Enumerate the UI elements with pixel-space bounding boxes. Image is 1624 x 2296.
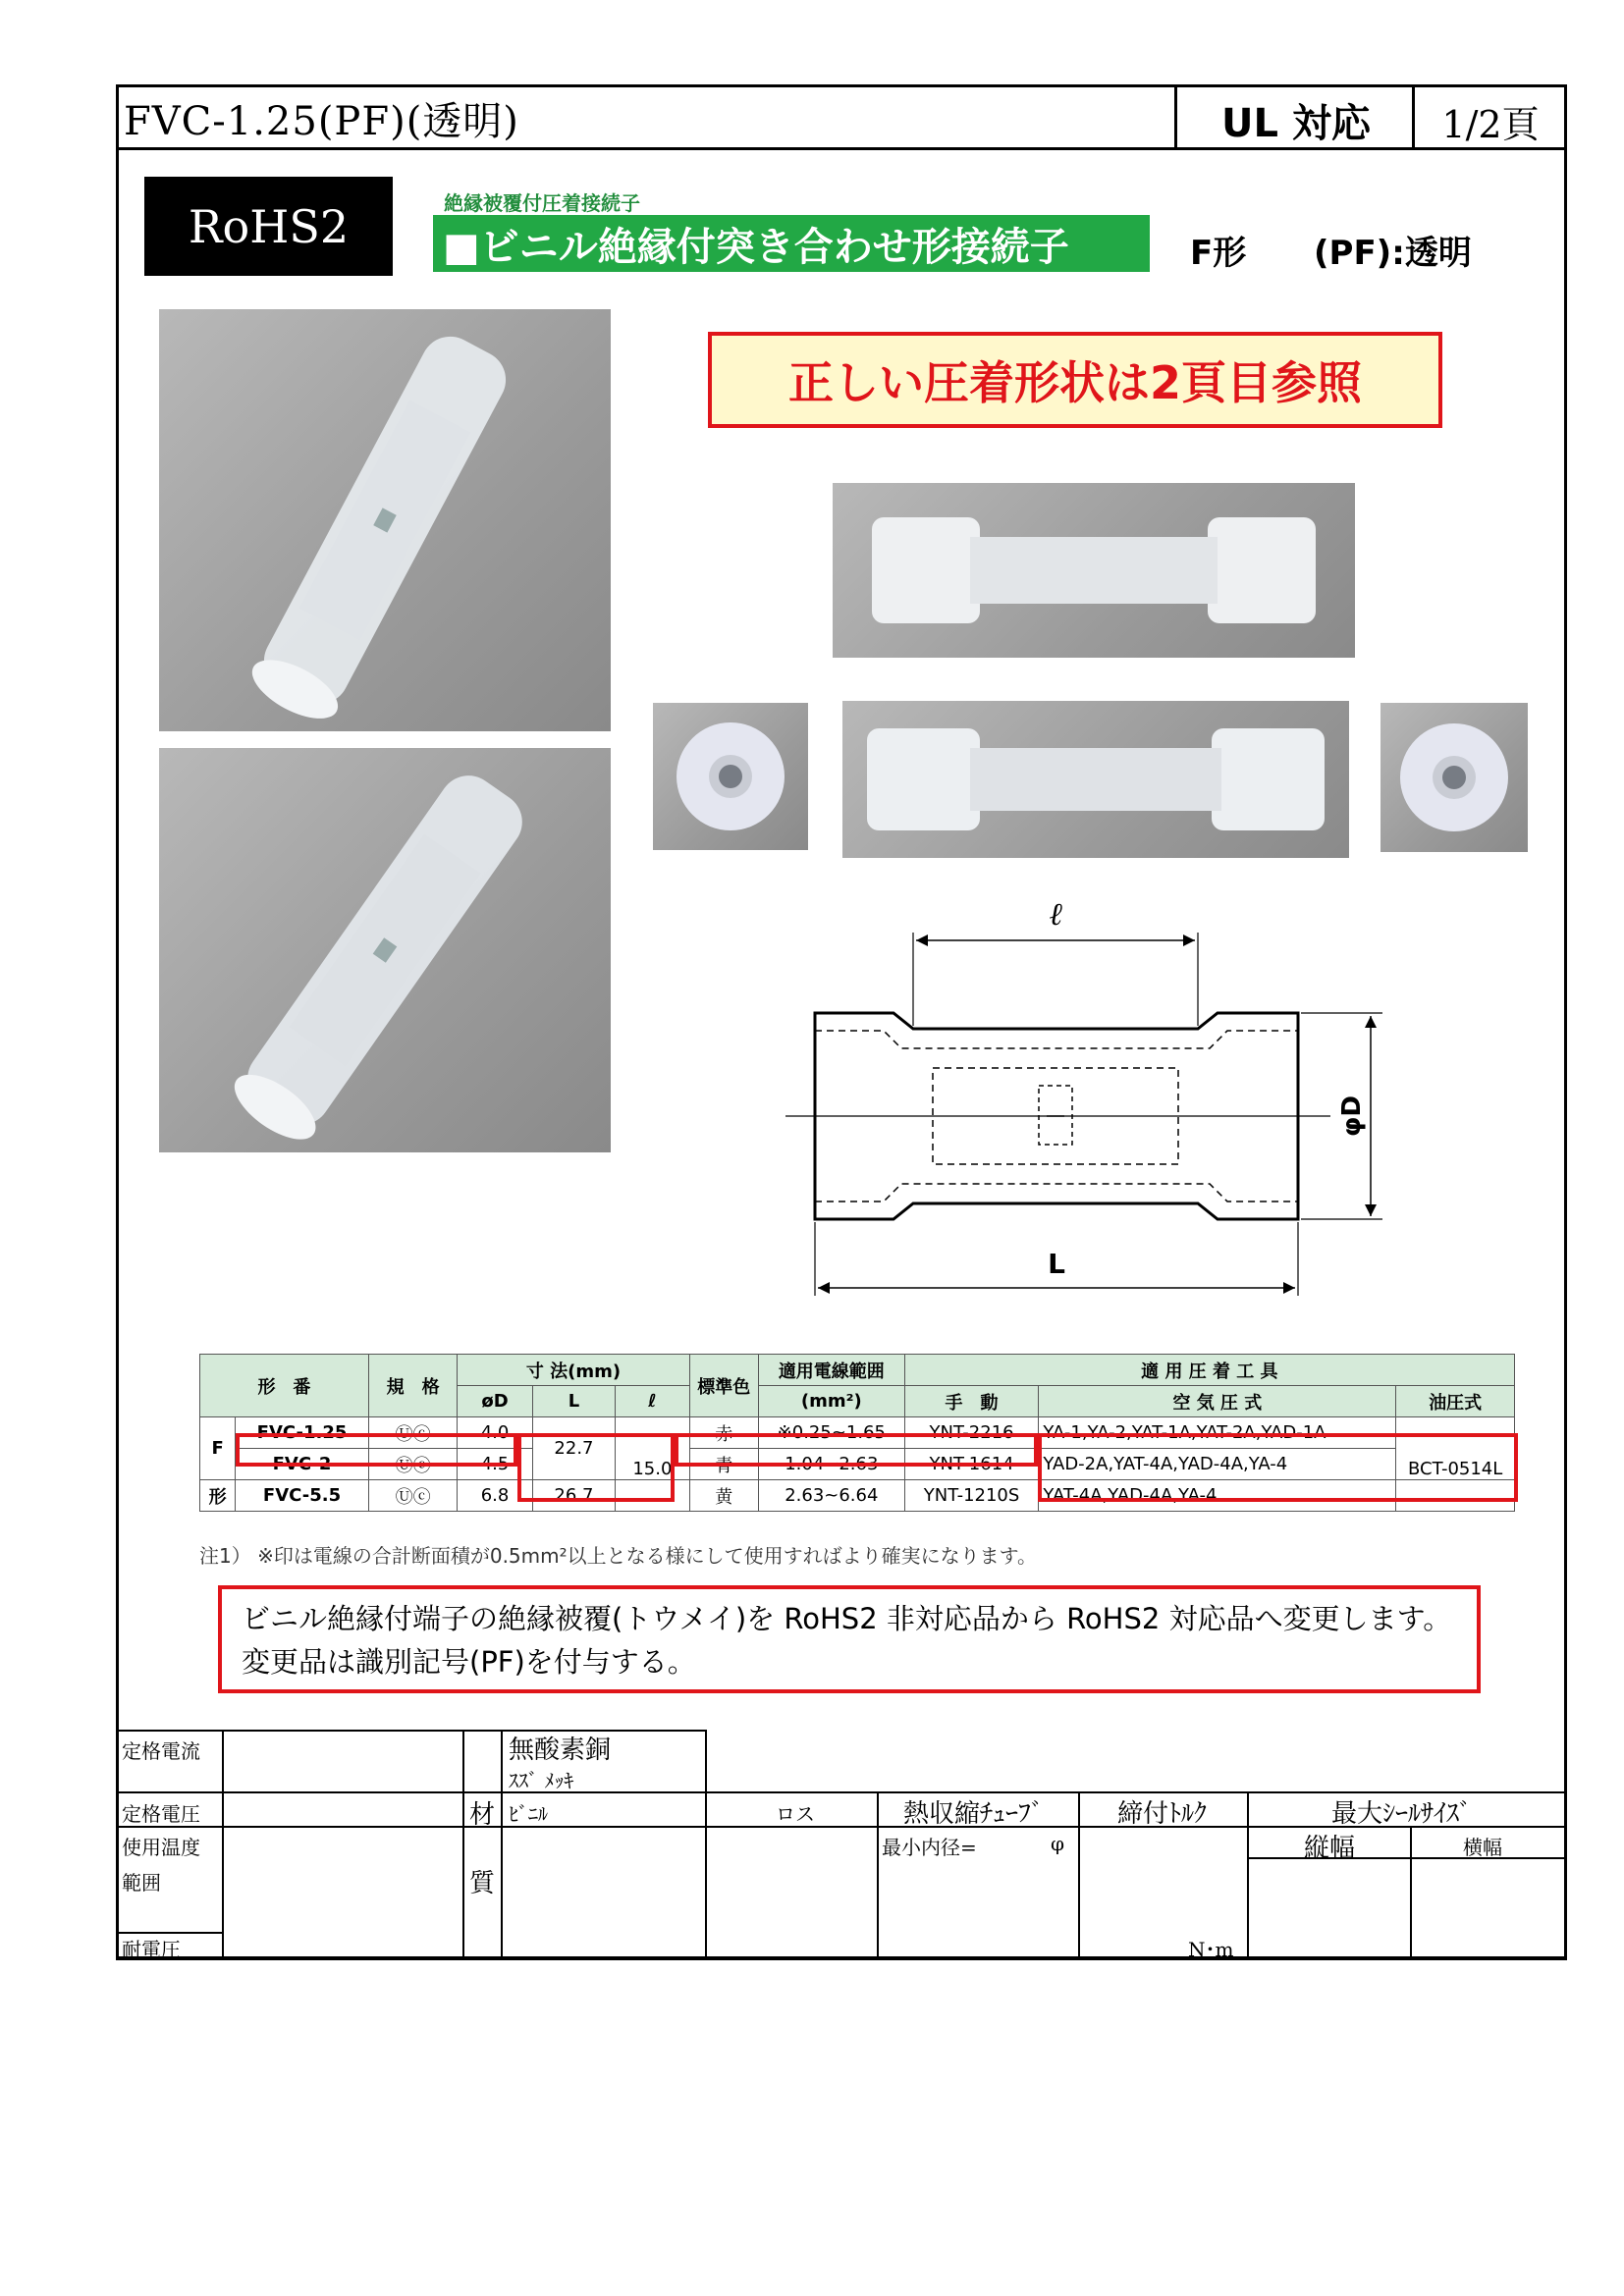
material-label: 材 xyxy=(469,1800,496,1830)
phi-label: φ xyxy=(1051,1832,1065,1855)
d-cell: 6.8 xyxy=(458,1480,532,1512)
torque-unit: N･m xyxy=(1188,1938,1234,1961)
l-label: ℓ xyxy=(1049,895,1062,933)
header-tools: 適 用 圧 着 工 具 xyxy=(904,1355,1514,1386)
temp-range-label: 使用温度 xyxy=(122,1836,200,1859)
document-title: FVC-1.25(PF)(透明) xyxy=(124,99,519,144)
manual-cell: YNT-1210S xyxy=(904,1480,1039,1512)
material-label: 質 xyxy=(469,1869,496,1898)
color-cell: 赤 xyxy=(689,1417,758,1449)
l-cell: 15.0 xyxy=(616,1417,689,1480)
highlight-box xyxy=(1038,1433,1518,1502)
product-photo xyxy=(159,309,611,731)
pneumatic-cell: YAT-4A,YAD-4A,YA-4 xyxy=(1039,1480,1396,1512)
min-inner-label: 最小内径= xyxy=(882,1836,977,1859)
ul-label: UL 対応 xyxy=(1221,101,1371,146)
group-label: F xyxy=(200,1417,236,1480)
d-label: φD xyxy=(1337,1095,1367,1137)
header-manual: 手 動 xyxy=(904,1386,1039,1417)
group-label: 形 xyxy=(200,1480,236,1512)
product-photo-side xyxy=(842,701,1349,858)
category-label: 絶縁被覆付圧着接続子 xyxy=(444,191,640,215)
header-wire-range: 適用電線範囲 xyxy=(758,1355,904,1386)
change-notice xyxy=(218,1585,1481,1693)
manual-cell: YNT-1614 xyxy=(904,1449,1039,1480)
rated-voltage-label: 定格電圧 xyxy=(122,1802,200,1826)
d-cell: 4.0 xyxy=(458,1417,532,1449)
temp-range-label: 範囲 xyxy=(122,1871,161,1895)
rated-current-label: 定格電流 xyxy=(122,1739,200,1763)
seal-height-label: 縦幅 xyxy=(1304,1834,1356,1863)
standard-cell xyxy=(368,1480,457,1512)
color-cell: 黄 xyxy=(689,1480,758,1512)
header-dim-L: L xyxy=(532,1386,615,1417)
material-item: 無酸素銅 xyxy=(509,1735,612,1765)
crimp-notice: 正しい圧着形状は2頁目参照 xyxy=(708,332,1442,428)
seal-width-label: 横幅 xyxy=(1463,1836,1502,1859)
range-cell: 1.04~2.63 xyxy=(758,1449,904,1480)
highlight-box xyxy=(675,1433,1038,1467)
material-item: ｽｽﾞ ﾒｯｷ xyxy=(509,1769,574,1792)
dimension-drawing xyxy=(785,883,1414,1315)
withstand-voltage-label: 耐電圧 xyxy=(122,1938,181,1961)
product-photo-side xyxy=(833,483,1355,658)
pneumatic-cell: YAD-2A,YAT-4A,YAD-4A,YA-4 xyxy=(1039,1449,1396,1480)
max-seal-label: 最大ｼｰﾙｻｲｽﾞ xyxy=(1331,1799,1473,1829)
change-notice-line: 変更品は識別記号(PF)を付与する。 xyxy=(242,1645,696,1679)
type-label: F形 xyxy=(1190,234,1247,273)
header-dim-l: ℓ xyxy=(616,1386,689,1417)
header-wire-unit: (mm²) xyxy=(758,1386,904,1417)
header-separator xyxy=(1174,84,1177,147)
range-cell: ※0.25~1.65 xyxy=(758,1417,904,1449)
header-hydraulic: 油圧式 xyxy=(1396,1386,1515,1417)
model-cell: FVC-5.5 xyxy=(236,1480,369,1512)
pneumatic-cell: YA-1,YA-2,YAT-1A,YAT-2A,YAD-1A xyxy=(1039,1417,1396,1449)
highlight-box xyxy=(517,1433,675,1502)
header-standard: 規 格 xyxy=(368,1355,457,1417)
shrink-tube-label: 熱収縮ﾁｭｰﾌﾞ xyxy=(903,1799,1045,1829)
L-cell: 22.7 xyxy=(532,1417,615,1480)
page-number: 1/2頁 xyxy=(1441,103,1540,146)
torque-label: 締付ﾄﾙｸ xyxy=(1117,1799,1208,1829)
header-dims: 寸 法(mm) xyxy=(458,1355,689,1386)
rohs-badge: RoHS2 xyxy=(144,177,393,276)
change-notice-line: ビニル絶縁付端子の絶縁被覆(トウメイ)を RoHS2 非対応品から RoHS2 対応品へ変更します。 xyxy=(242,1602,1452,1635)
product-title: ■ビニル絶縁付突き合わせ形接続子 xyxy=(433,215,1150,272)
model-cell: FVC-1.25 xyxy=(236,1417,369,1449)
ul-mark-icon: Ⓤⓒ xyxy=(395,1455,431,1476)
manual-cell: YNT-2216 xyxy=(904,1417,1039,1449)
L-cell: 26.7 xyxy=(532,1480,615,1512)
product-photo xyxy=(159,748,611,1152)
header-dim-d: øD xyxy=(458,1386,532,1417)
header-pneumatic: 空 気 圧 式 xyxy=(1039,1386,1396,1417)
color-label: (PF):透明 xyxy=(1314,234,1472,273)
ul-mark-icon: Ⓤⓒ xyxy=(395,1423,431,1445)
model-cell: FVC-2 xyxy=(236,1449,369,1480)
header-color: 標準色 xyxy=(689,1355,758,1417)
product-photo-end xyxy=(1380,703,1528,852)
hydraulic-cell: BCT-0514L xyxy=(1396,1417,1515,1480)
footnote: 注1） ※印は電線の合計断面積が0.5mm²以上となる様にして使用すればより確実になります。 xyxy=(199,1544,1038,1568)
ros-label: ロス xyxy=(776,1802,815,1826)
color-cell: 青 xyxy=(689,1449,758,1480)
d-cell: 4.5 xyxy=(458,1449,532,1480)
L-label: L xyxy=(1048,1248,1065,1280)
range-cell: 2.63~6.64 xyxy=(758,1480,904,1512)
highlight-box xyxy=(236,1433,517,1467)
product-photo-end xyxy=(653,703,808,850)
header-model: 形 番 xyxy=(200,1355,369,1417)
ul-mark-icon: Ⓤⓒ xyxy=(395,1486,431,1508)
material-item: ﾋﾞﾆﾙ xyxy=(509,1802,548,1826)
